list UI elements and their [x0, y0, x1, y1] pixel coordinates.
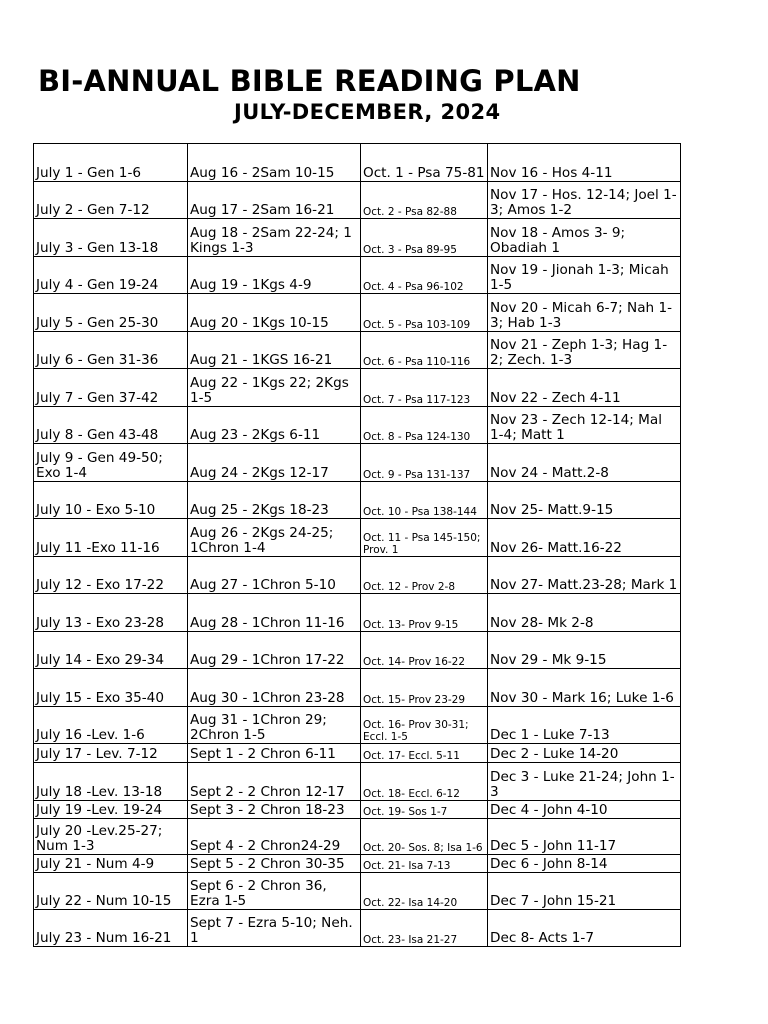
- table-cell: Nov 19 - Jionah 1-3; Micah 1-5: [488, 257, 681, 294]
- table-cell: Nov 24 - Matt.2-8: [488, 444, 681, 482]
- page-subtitle: JULY-DECEMBER, 2024: [234, 100, 501, 124]
- reading-plan-table: [33, 143, 681, 947]
- table-cell: July 8 - Gen 43-48: [34, 407, 188, 444]
- table-cell: Nov 22 - Zech 4-11: [488, 369, 681, 407]
- table-cell: Aug 25 - 2Kgs 18-23: [188, 482, 361, 519]
- table-cell: Oct. 12 - Prov 2-8: [361, 557, 488, 594]
- table-cell: July 17 - Lev. 7-12: [34, 744, 188, 763]
- table-cell: Aug 19 - 1Kgs 4-9: [188, 257, 361, 294]
- table-cell: Nov 18 - Amos 3- 9; Obadiah 1: [488, 219, 681, 257]
- table-cell: Sept 5 - 2 Chron 30-35: [188, 855, 361, 873]
- table-cell: Aug 31 - 1Chron 29; 2Chron 1-5: [188, 707, 361, 744]
- table-cell: Aug 29 - 1Chron 17-22: [188, 632, 361, 669]
- table-cell: July 14 - Exo 29-34: [34, 632, 188, 669]
- table-row: [34, 669, 681, 707]
- table-cell: Oct. 23- Isa 21-27: [361, 910, 488, 947]
- table-cell: Aug 26 - 2Kgs 24-25; 1Chron 1-4: [188, 519, 361, 557]
- table-cell: Nov 29 - Mk 9-15: [488, 632, 681, 669]
- table-cell: Oct. 3 - Psa 89-95: [361, 219, 488, 257]
- table-cell: Nov 27- Matt.23-28; Mark 1: [488, 557, 681, 594]
- table-row: [34, 873, 681, 910]
- table-cell: Oct. 22- Isa 14-20: [361, 873, 488, 910]
- table-cell: July 23 - Num 16-21: [34, 910, 188, 947]
- table-cell: Nov 20 - Micah 6-7; Nah 1-3; Hab 1-3: [488, 294, 681, 332]
- table-cell: July 15 - Exo 35-40: [34, 669, 188, 707]
- table-cell: Oct. 4 - Psa 96-102: [361, 257, 488, 294]
- table-cell: Aug 21 - 1KGS 16-21: [188, 332, 361, 369]
- table-cell: Oct. 1 - Psa 75-81: [361, 144, 488, 182]
- table-cell: Nov 30 - Mark 16; Luke 1-6: [488, 669, 681, 707]
- table-cell: July 2 - Gen 7-12: [34, 182, 188, 219]
- table-cell: July 13 - Exo 23-28: [34, 594, 188, 632]
- table-row: [34, 182, 681, 219]
- table-cell: Aug 30 - 1Chron 23-28: [188, 669, 361, 707]
- table-row: [34, 332, 681, 369]
- table-cell: Nov 28- Mk 2-8: [488, 594, 681, 632]
- table-cell: Oct. 8 - Psa 124-130: [361, 407, 488, 444]
- table-cell: Oct. 2 - Psa 82-88: [361, 182, 488, 219]
- table-cell: Nov 17 - Hos. 12-14; Joel 1-3; Amos 1-2: [488, 182, 681, 219]
- table-row: [34, 144, 681, 182]
- table-row: [34, 557, 681, 594]
- table-cell: Nov 25- Matt.9-15: [488, 482, 681, 519]
- table-cell: Aug 24 - 2Kgs 12-17: [188, 444, 361, 482]
- table-row: [34, 407, 681, 444]
- table-cell: Sept 7 - Ezra 5-10; Neh. 1: [188, 910, 361, 947]
- table-row: [34, 801, 681, 819]
- table-cell: July 22 - Num 10-15: [34, 873, 188, 910]
- table-cell: Sept 4 - 2 Chron24-29: [188, 819, 361, 855]
- table-cell: July 20 -Lev.25-27; Num 1-3: [34, 819, 188, 855]
- table-cell: Dec 7 - John 15-21: [488, 873, 681, 910]
- table-cell: July 1 - Gen 1-6: [34, 144, 188, 182]
- table-cell: July 9 - Gen 49-50; Exo 1-4: [34, 444, 188, 482]
- table-cell: Dec 4 - John 4-10: [488, 801, 681, 819]
- table-cell: Sept 1 - 2 Chron 6-11: [188, 744, 361, 763]
- table-cell: Dec 3 - Luke 21-24; John 1-3: [488, 763, 681, 801]
- table-cell: Oct. 21- Isa 7-13: [361, 855, 488, 873]
- table-cell: Oct. 14- Prov 16-22: [361, 632, 488, 669]
- table-row: [34, 763, 681, 801]
- table-cell: July 18 -Lev. 13-18: [34, 763, 188, 801]
- table-cell: Aug 17 - 2Sam 16-21: [188, 182, 361, 219]
- table-cell: Aug 16 - 2Sam 10-15: [188, 144, 361, 182]
- table-cell: Aug 28 - 1Chron 11-16: [188, 594, 361, 632]
- table-cell: Sept 6 - 2 Chron 36, Ezra 1-5: [188, 873, 361, 910]
- table-cell: Aug 22 - 1Kgs 22; 2Kgs 1-5: [188, 369, 361, 407]
- table-cell: Aug 27 - 1Chron 5-10: [188, 557, 361, 594]
- table-row: [34, 482, 681, 519]
- table-cell: July 6 - Gen 31-36: [34, 332, 188, 369]
- table-cell: Aug 20 - 1Kgs 10-15: [188, 294, 361, 332]
- table-cell: Oct. 19- Sos 1-7: [361, 801, 488, 819]
- page-title: BI-ANNUAL BIBLE READING PLAN: [38, 64, 581, 98]
- table-cell: July 7 - Gen 37-42: [34, 369, 188, 407]
- table-cell: Oct. 9 - Psa 131-137: [361, 444, 488, 482]
- table-cell: July 12 - Exo 17-22: [34, 557, 188, 594]
- table-cell: Oct. 11 - Psa 145-150; Prov. 1: [361, 519, 488, 557]
- table-cell: Nov 21 - Zeph 1-3; Hag 1- 2; Zech. 1-3: [488, 332, 681, 369]
- table-cell: July 19 -Lev. 19-24: [34, 801, 188, 819]
- table-row: [34, 594, 681, 632]
- table-cell: Oct. 7 - Psa 117-123: [361, 369, 488, 407]
- table-cell: July 21 - Num 4-9: [34, 855, 188, 873]
- table-cell: July 4 - Gen 19-24: [34, 257, 188, 294]
- table-cell: Dec 1 - Luke 7-13: [488, 707, 681, 744]
- table-cell: Nov 23 - Zech 12-14; Mal 1-4; Matt 1: [488, 407, 681, 444]
- table-cell: Oct. 15- Prov 23-29: [361, 669, 488, 707]
- table-row: [34, 219, 681, 257]
- table-cell: Oct. 18- Eccl. 6-12: [361, 763, 488, 801]
- table-cell: Oct. 5 - Psa 103-109: [361, 294, 488, 332]
- table-row: [34, 294, 681, 332]
- table-cell: July 16 -Lev. 1-6: [34, 707, 188, 744]
- table-row: [34, 369, 681, 407]
- table-cell: Dec 8- Acts 1-7: [488, 910, 681, 947]
- table-cell: July 5 - Gen 25-30: [34, 294, 188, 332]
- table-cell: Aug 18 - 2Sam 22-24; 1 Kings 1-3: [188, 219, 361, 257]
- table-cell: July 3 - Gen 13-18: [34, 219, 188, 257]
- table-cell: Dec 6 - John 8-14: [488, 855, 681, 873]
- table-cell: Oct. 17- Eccl. 5-11: [361, 744, 488, 763]
- table-cell: Dec 2 - Luke 14-20: [488, 744, 681, 763]
- table-cell: July 10 - Exo 5-10: [34, 482, 188, 519]
- table-cell: Aug 23 - 2Kgs 6-11: [188, 407, 361, 444]
- table-cell: Sept 3 - 2 Chron 18-23: [188, 801, 361, 819]
- table-row: [34, 519, 681, 557]
- table-row: [34, 707, 681, 744]
- table-cell: Oct. 6 - Psa 110-116: [361, 332, 488, 369]
- table-row: [34, 744, 681, 763]
- table-row: [34, 444, 681, 482]
- table-row: [34, 910, 681, 947]
- table-row: [34, 819, 681, 855]
- table-cell: Nov 16 - Hos 4-11: [488, 144, 681, 182]
- table-cell: Oct. 10 - Psa 138-144: [361, 482, 488, 519]
- table-cell: Oct. 20- Sos. 8; Isa 1-6: [361, 819, 488, 855]
- table-row: [34, 257, 681, 294]
- table-cell: Dec 5 - John 11-17: [488, 819, 681, 855]
- table-cell: July 11 -Exo 11-16: [34, 519, 188, 557]
- table-row: [34, 632, 681, 669]
- table-row: [34, 855, 681, 873]
- table-cell: Oct. 16- Prov 30-31; Eccl. 1-5: [361, 707, 488, 744]
- table-cell: Sept 2 - 2 Chron 12-17: [188, 763, 361, 801]
- reading-plan-body: [34, 144, 681, 947]
- table-cell: Oct. 13- Prov 9-15: [361, 594, 488, 632]
- table-cell: Nov 26- Matt.16-22: [488, 519, 681, 557]
